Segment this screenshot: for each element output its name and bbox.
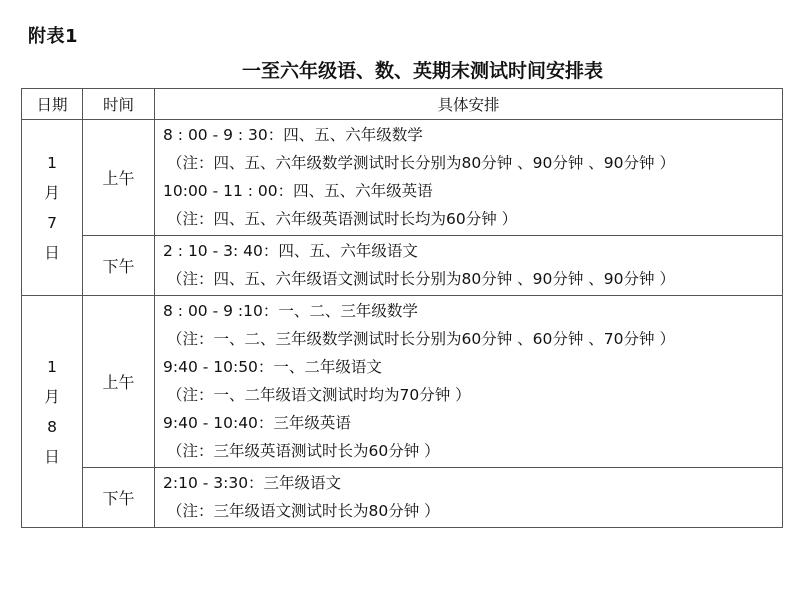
detail-cell	[155, 120, 783, 236]
date-char: 1	[47, 153, 57, 172]
table-row	[22, 296, 783, 468]
period-cell-morning: 上午	[83, 120, 155, 236]
table-row	[22, 468, 783, 528]
date-char: 月	[44, 183, 60, 202]
appendix-label: 附表1	[28, 26, 79, 47]
header-detail: 具体安排	[155, 89, 783, 120]
detail-cell	[155, 236, 783, 296]
period-cell-morning: 上午	[83, 296, 155, 468]
schedule-line: 2 : 10 - 3: 40：四、五、六年级语文	[163, 242, 418, 260]
period-cell-afternoon: 下午	[83, 236, 155, 296]
schedule-line: 10:00 - 11 : 00：四、五、六年级英语	[163, 182, 433, 200]
detail-cell	[155, 468, 783, 528]
date-cell-jan-7	[22, 120, 83, 296]
header-time: 时间	[83, 89, 155, 120]
table-row	[22, 120, 783, 236]
schedule-note: （注：三年级英语测试时长为60分钟 ）	[167, 442, 440, 460]
date-cell-jan-8	[22, 296, 83, 528]
schedule-line: 9:40 - 10:50：一、二年级语文	[163, 358, 382, 376]
table-title: 一至六年级语、数、英期末测试时间安排表	[241, 60, 603, 82]
period-cell-afternoon: 下午	[83, 468, 155, 528]
schedule-line: 2:10 - 3:30：三年级语文	[163, 474, 342, 492]
date-char: 1	[47, 357, 57, 376]
schedule-note: （注：一、二年级语文测试时均为70分钟 ）	[167, 386, 471, 404]
date-char: 8	[47, 417, 57, 436]
detail-cell	[155, 296, 783, 468]
schedule-line: 8 : 00 - 9 :10：一、二、三年级数学	[163, 302, 418, 320]
date-char: 日	[44, 243, 60, 262]
header-date: 日期	[22, 89, 83, 120]
exam-schedule-table	[21, 88, 783, 528]
schedule-note: （注：四、五、六年级语文测试时长分别为80分钟 、90分钟 、90分钟 ）	[167, 270, 675, 288]
schedule-note: （注：四、五、六年级英语测试时长均为60分钟 ）	[167, 210, 518, 228]
date-char: 7	[47, 213, 57, 232]
schedule-line: 9:40 - 10:40：三年级英语	[163, 414, 351, 432]
date-char: 日	[44, 447, 60, 466]
date-char: 月	[44, 387, 60, 406]
header-row	[22, 89, 783, 120]
schedule-note: （注：一、二、三年级数学测试时长分别为60分钟 、60分钟 、70分钟 ）	[167, 330, 675, 348]
schedule-note: （注：三年级语文测试时长为80分钟 ）	[167, 502, 440, 520]
schedule-note: （注：四、五、六年级数学测试时长分别为80分钟 、90分钟 、90分钟 ）	[167, 154, 675, 172]
table-row	[22, 236, 783, 296]
schedule-line: 8 : 00 - 9 : 30：四、五、六年级数学	[163, 126, 423, 144]
